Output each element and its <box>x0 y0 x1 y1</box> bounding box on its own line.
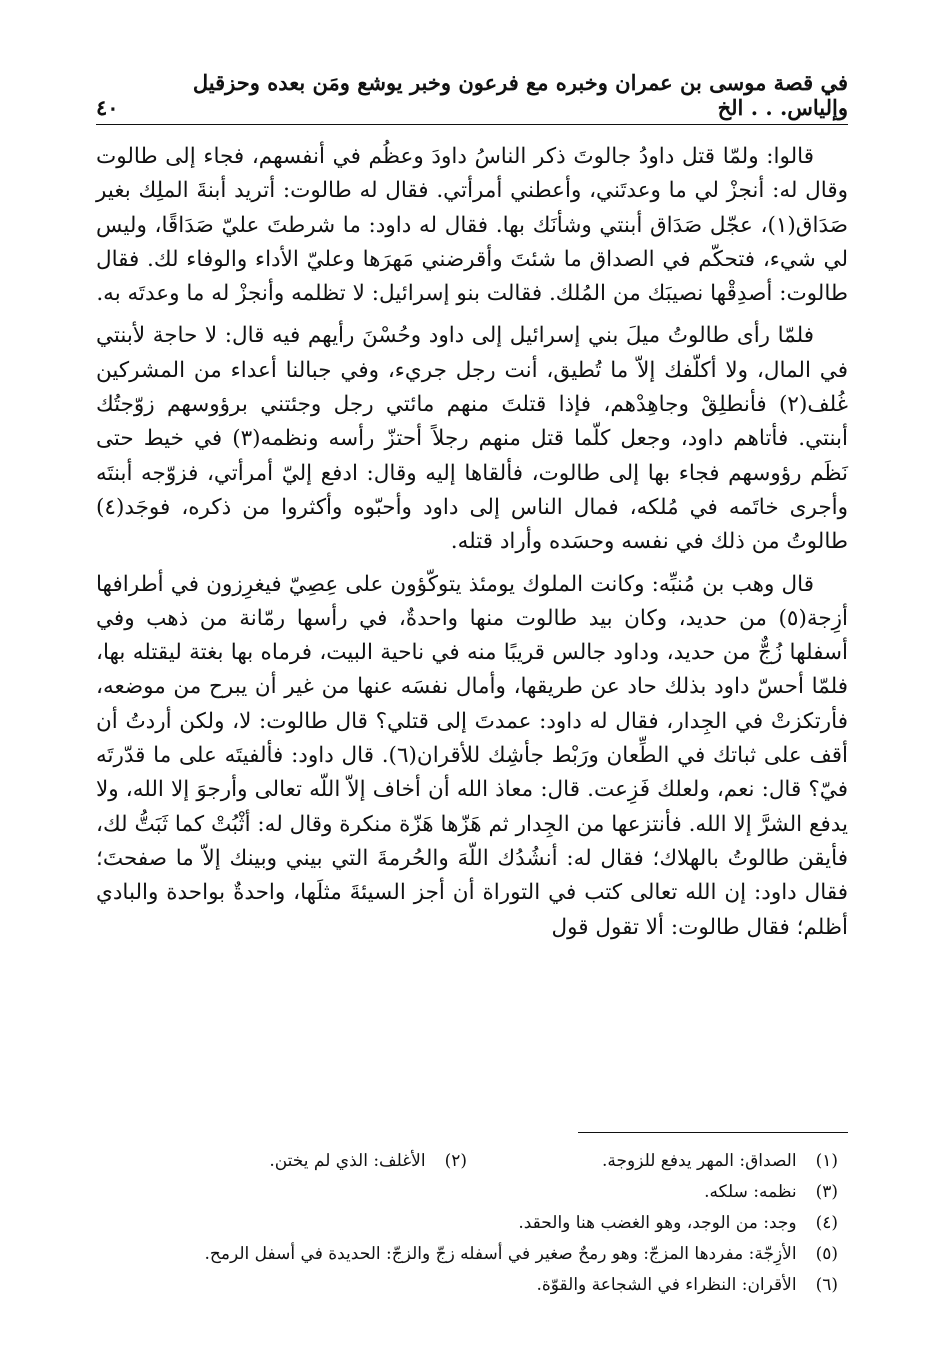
footnote-text: الأقران: النظراء في الشجاعة والقوّة. <box>536 1275 797 1295</box>
running-title: في قصة موسى بن عمران وخبره مع فرعون وخبر يوشع ومَن بعده وحزقيل وإلياس. . . الخ <box>192 70 848 120</box>
body-text <box>96 140 848 953</box>
header-rule <box>96 124 848 125</box>
footnote-text: الأغلف: الذي لم يختن. <box>269 1151 426 1171</box>
footnote-rule <box>578 1132 848 1133</box>
footnote-text: الصداق: المهر يدفع للزوجة. <box>601 1151 797 1171</box>
footnote-5 <box>96 1239 838 1270</box>
footnote-row <box>96 1146 838 1177</box>
footnote-6 <box>96 1270 838 1301</box>
paragraph: قال وهب بن مُنبِّه: وكانت الملوك يومئذ يتوكّؤون على عِصِيّ فيغرِزون في أطرافها أزِجة(٥) من حديد، وكان بيد طالوت منها واحدةٌ، في رأسها رمّانة من ذهب وفي أسفلها زُجٌّ من حديد، وداود جالس قريبًا منه في ناحية البيت، فرماه بها بغتة ليقتله بها، فلمّا أحسّ داود بذلك حاد عن طريقها، وأمال نفسَه عنها من غير أن يبرح من موضعه، فأرتكزتْ في الجِدار، فقال له داود: عمدتَ إلى قتلي؟ قال طالوت: لا، ولكن أردتُ أن أقف على ثباتك في الطِّعان ورَبْط جأشِك للأقران(٦). قال داود: فألفيتَه على ما قدّرتَه فيّ؟ قال: نعم، ولعلك فَزِعت. قال: معاذ الله أن أخاف إلاّ اللّه تعالى وأرجوَ إلا الله، ولا يدفع الشرَّ إلا الله. فأنتزعها من الجِدار ثم هَزّها هَزّة منكرة وقال له: أثْبُتْ كما ثَبَتُّ لك، فأيقن طالوتُ بالهلاك؛ فقال له: أنشُدُك اللّهَ والحُرمةَ التي بيني وبينك إلاّ ما صفحتَ؛ فقال داود: إن الله تعالى كتب في التوراة أن أجز السيئةَ مثلَها، واحدةٌ بواحدة والبادي أظلم؛ فقال طالوت: ألا تقول قول <box>96 571 848 940</box>
paragraph: فلمّا رأى طالوتُ ميلَ بني إسرائيل إلى داود وحُسْنَ رأيهم فيه قال: لا حاجة لأبنتي في المال، ولا أكلّفك إلاّ ما تُطيق، أنت رجل جريء، وفي جبالنا أعداء من المشركين غُلف(٢) فأنطلِقْ وجاهِدْهم، فإذا قتلتَ منهم مائتي رجل وجئتني برؤوسهم زوّجتُك أبنتي. فأتاهم داود، وجعل كلّما قتل منهم رجلاً أحتزّ رأسه ونظمه(٣) في خيط حتى نَظَم رؤوسهم فجاء بها إلى طالوت، فألقاها إليه وقال: ادفع إليّ أمرأتي، فزوّجه أبنتَه وأجرى خاتَمه في مُلكه، فمال الناس إلى داود وأحبّوه وأكثروا من ذكره، فوجَد(٤) طالوتُ من ذلك في نفسه وحسَده وأراد قتله. <box>96 323 848 555</box>
paragraph: قالوا: ولمّا قتل داودُ جالوتَ ذكر الناسُ داودَ وعظُم في أنفسهم، فجاء إلى طالوت وقال له: أنجزْ لي ما وعدتَني، وأعطني أمرأتي. فقال له طالوت: أتريد أبنةَ الملِك بغير صَدَاق(١)، عجّل صَدَاق أبنتي وشأنَك بها. فقال له داود: ما شرطتَ عليّ صَدَاقًا، وليس لي شيء، فتحكّم في الصداق ما شئتَ وأقرضني مَهرَها وعليّ الأداء والوفاء لك. فقال طالوت: أصدِقْها نصيبَك من المُلك. فقالت بنو إسرائيل: لا تظلمه وأنجزْ له ما وعدتَه به. <box>96 144 848 307</box>
footnote-number: (١) <box>815 1151 838 1171</box>
footnote-number: (٦) <box>815 1275 838 1295</box>
footnote-3 <box>96 1177 838 1208</box>
footnote-2 <box>96 1146 467 1177</box>
footnote-number: (٤) <box>815 1213 838 1233</box>
footnotes <box>96 1146 838 1301</box>
footnote-text: الأزِجّة: مفردها المزجّ: وهو رمحٌ صغير في أسفله زجّ والزجّ: الحديدة في أسفل الرمح. <box>204 1244 797 1264</box>
page-number: ٤٠ <box>96 95 119 120</box>
footnote-number: (٢) <box>444 1151 467 1171</box>
footnote-number: (٣) <box>815 1182 838 1202</box>
footnote-4 <box>96 1208 838 1239</box>
footnote-text: وجد: من الوجد، وهو الغضب هنا والحقد. <box>518 1213 797 1233</box>
footnote-text: نظمه: سلكه. <box>704 1182 797 1202</box>
footnote-1 <box>467 1146 838 1177</box>
page-header <box>96 70 848 120</box>
footnote-number: (٥) <box>815 1244 838 1264</box>
